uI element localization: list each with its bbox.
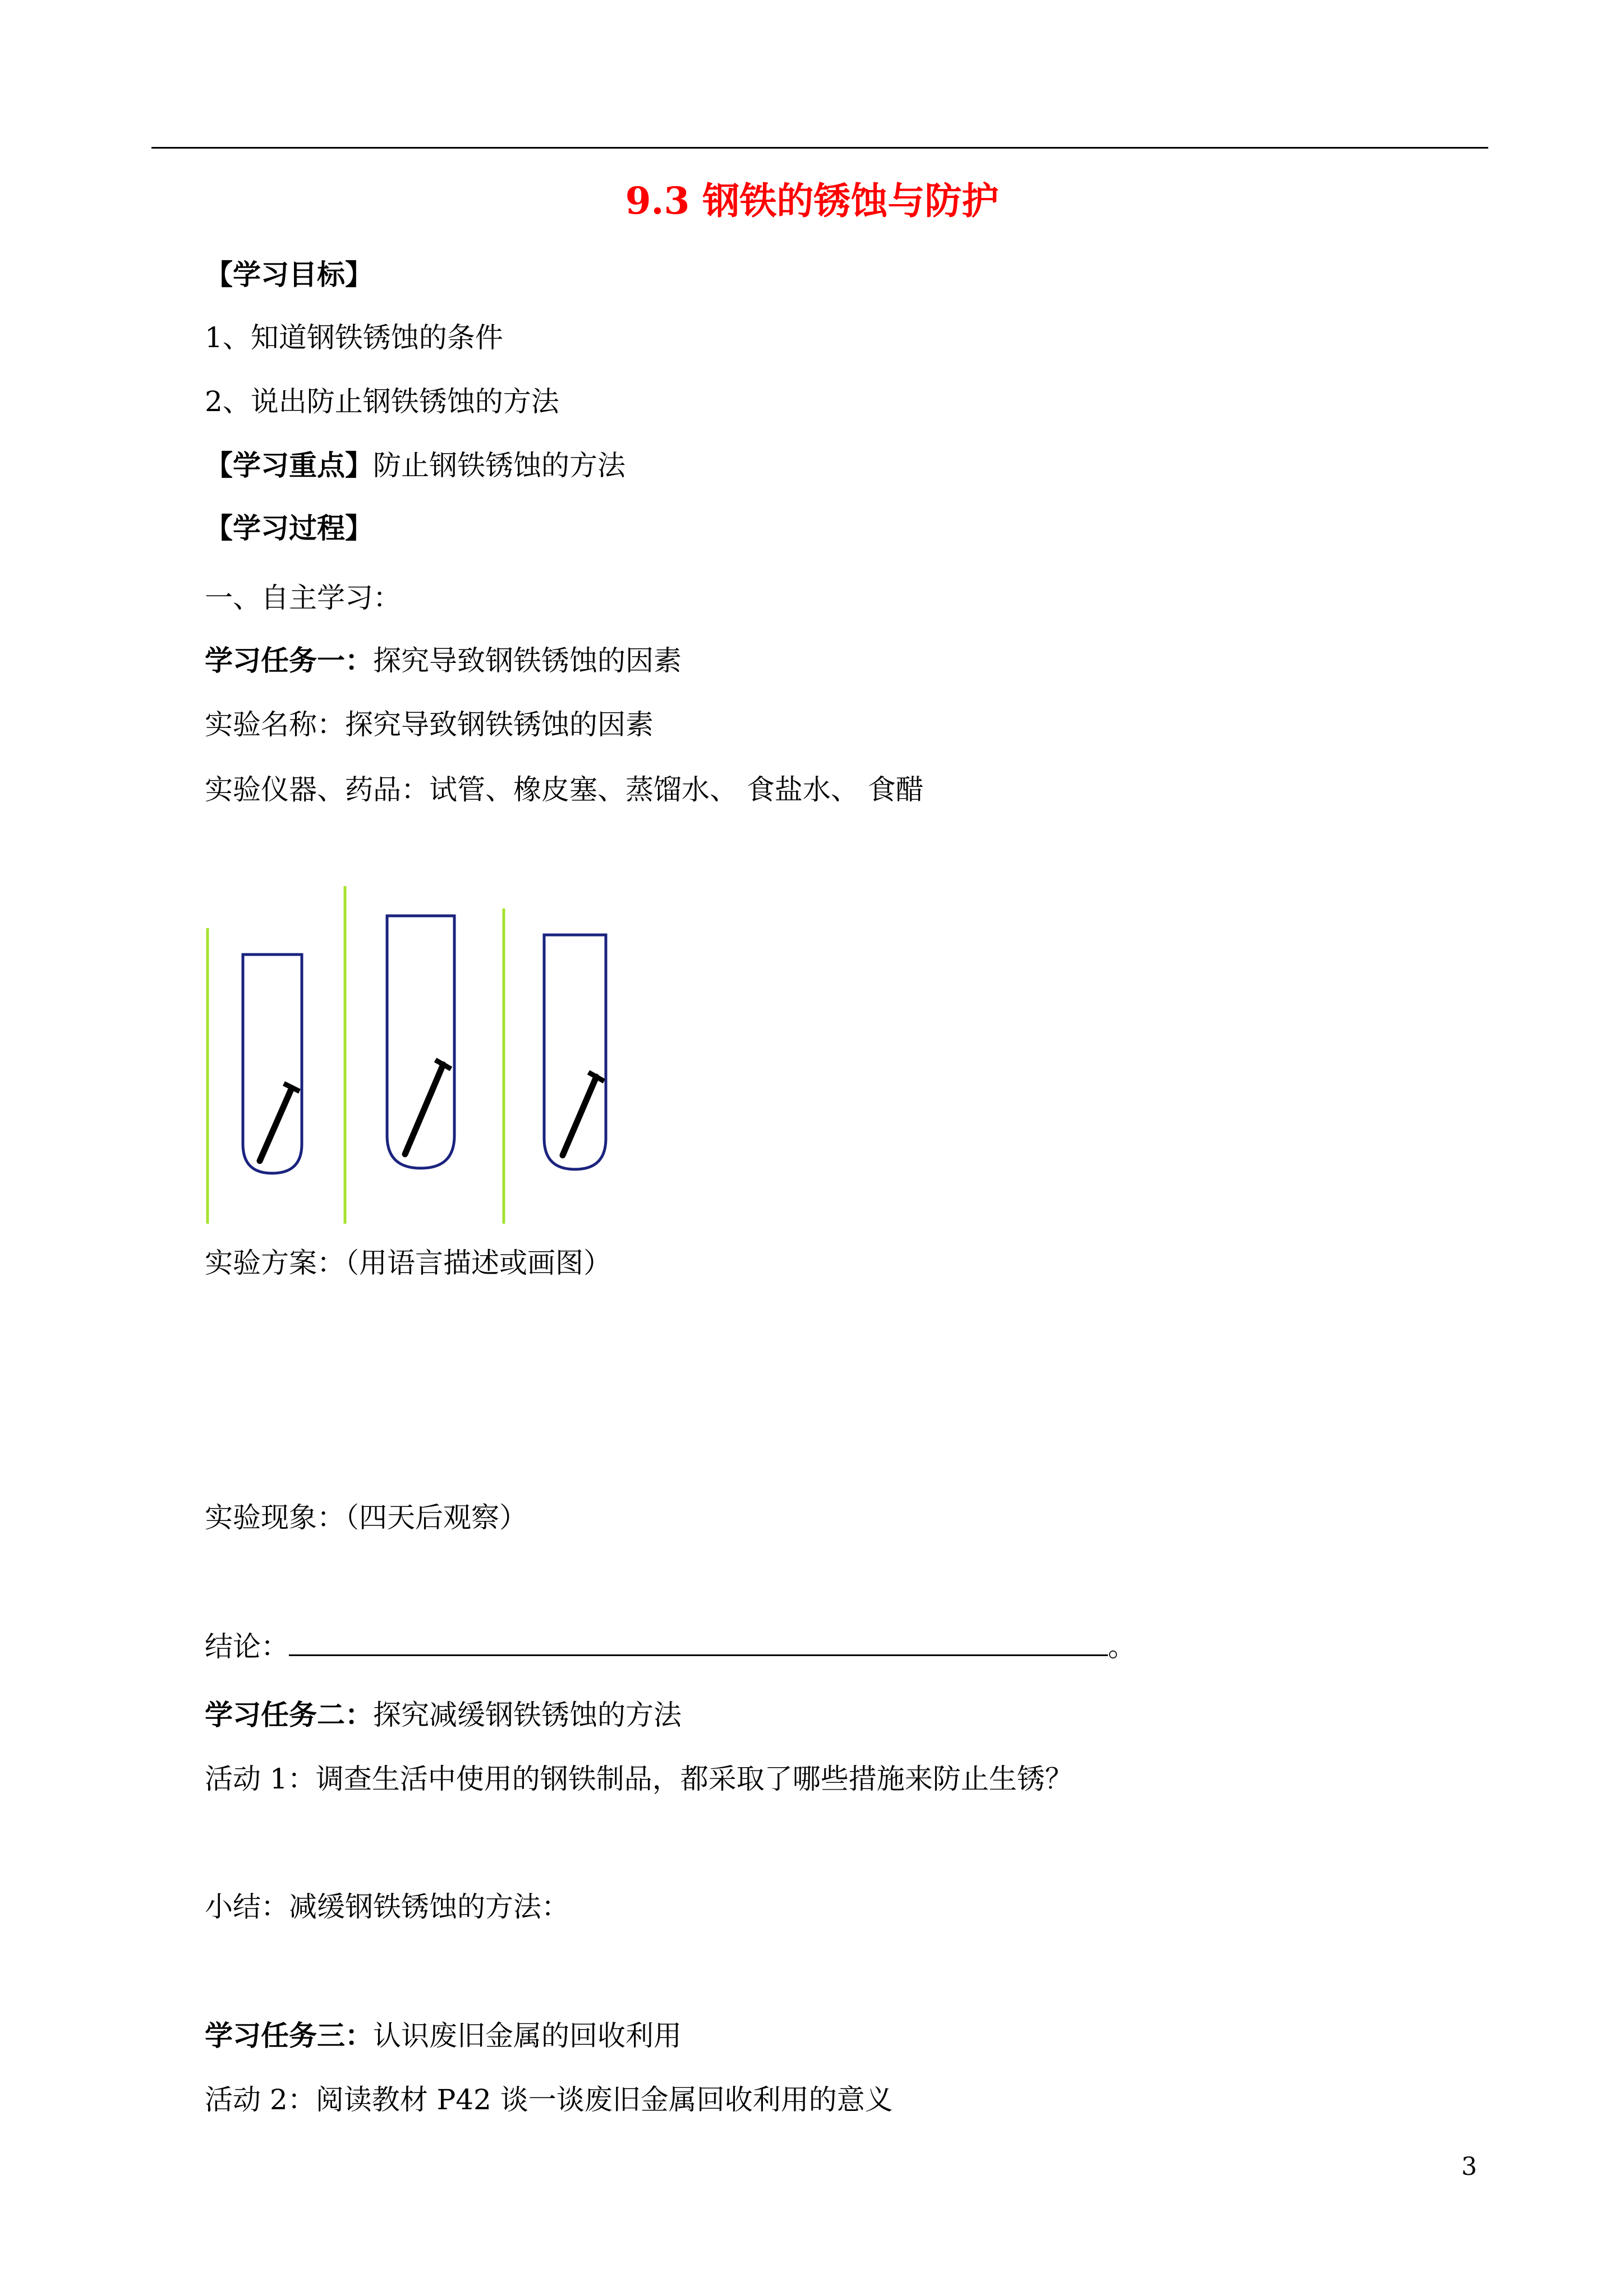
objective-2: 2、说出防止钢铁锈蚀的方法 (205, 385, 559, 418)
task-3-label: 学习任务三： (205, 2019, 373, 2052)
iron-nail-3 (563, 1072, 604, 1155)
activity-1: 活动 1：调查生活中使用的钢铁制品，都采取了哪些措施来防止生锈？ (205, 1763, 1073, 1795)
focus-text: 防止钢铁锈蚀的方法 (373, 449, 625, 482)
objective-1: 1、知道钢铁锈蚀的条件 (205, 321, 503, 354)
conclusion-period: 。 (1108, 1630, 1136, 1663)
experiment-plan: 实验方案：（用语言描述或画图） (205, 1247, 611, 1279)
section-self-study: 一、自主学习： (205, 582, 401, 614)
conclusion-line (205, 1630, 1136, 1663)
task-2-label: 学习任务二： (205, 1698, 373, 1731)
iron-nail-1 (260, 1084, 300, 1161)
task-1-text: 探究导致钢铁锈蚀的因素 (373, 644, 682, 677)
conclusion-blank[interactable] (289, 1631, 1108, 1656)
experiment-phenomenon: 实验现象：（四天后观察） (205, 1501, 527, 1534)
objectives-heading: 【学习目标】 (205, 258, 373, 291)
process-heading: 【学习过程】 (205, 511, 373, 545)
activity-2: 活动 2：阅读教材 P42 谈一谈废旧金属回收利用的意义 (205, 2083, 893, 2116)
iron-nail-2 (405, 1060, 451, 1154)
test-tube-2 (387, 916, 454, 1168)
focus-label: 【学习重点】 (205, 449, 373, 482)
task-2-line (205, 1698, 682, 1732)
task-3-line (205, 2019, 682, 2053)
task-1-label: 学习任务一： (205, 644, 373, 677)
summary: 小结：减缓钢铁锈蚀的方法： (205, 1891, 569, 1923)
conclusion-label: 结论： (205, 1630, 289, 1663)
task-3-text: 认识废旧金属的回收利用 (373, 2020, 682, 2052)
page-number: 3 (1461, 2152, 1477, 2181)
experiment-name: 实验名称：探究导致钢铁锈蚀的因素 (205, 708, 654, 741)
test-tube-1 (243, 955, 302, 1173)
experiment-materials: 实验仪器、药品：试管、橡皮塞、蒸馏水、 食盐水、 食醋 (205, 773, 924, 806)
page-title: 9.3 钢铁的锈蚀与防护 (625, 179, 999, 223)
task-2-text: 探究减缓钢铁锈蚀的方法 (373, 1699, 682, 1731)
